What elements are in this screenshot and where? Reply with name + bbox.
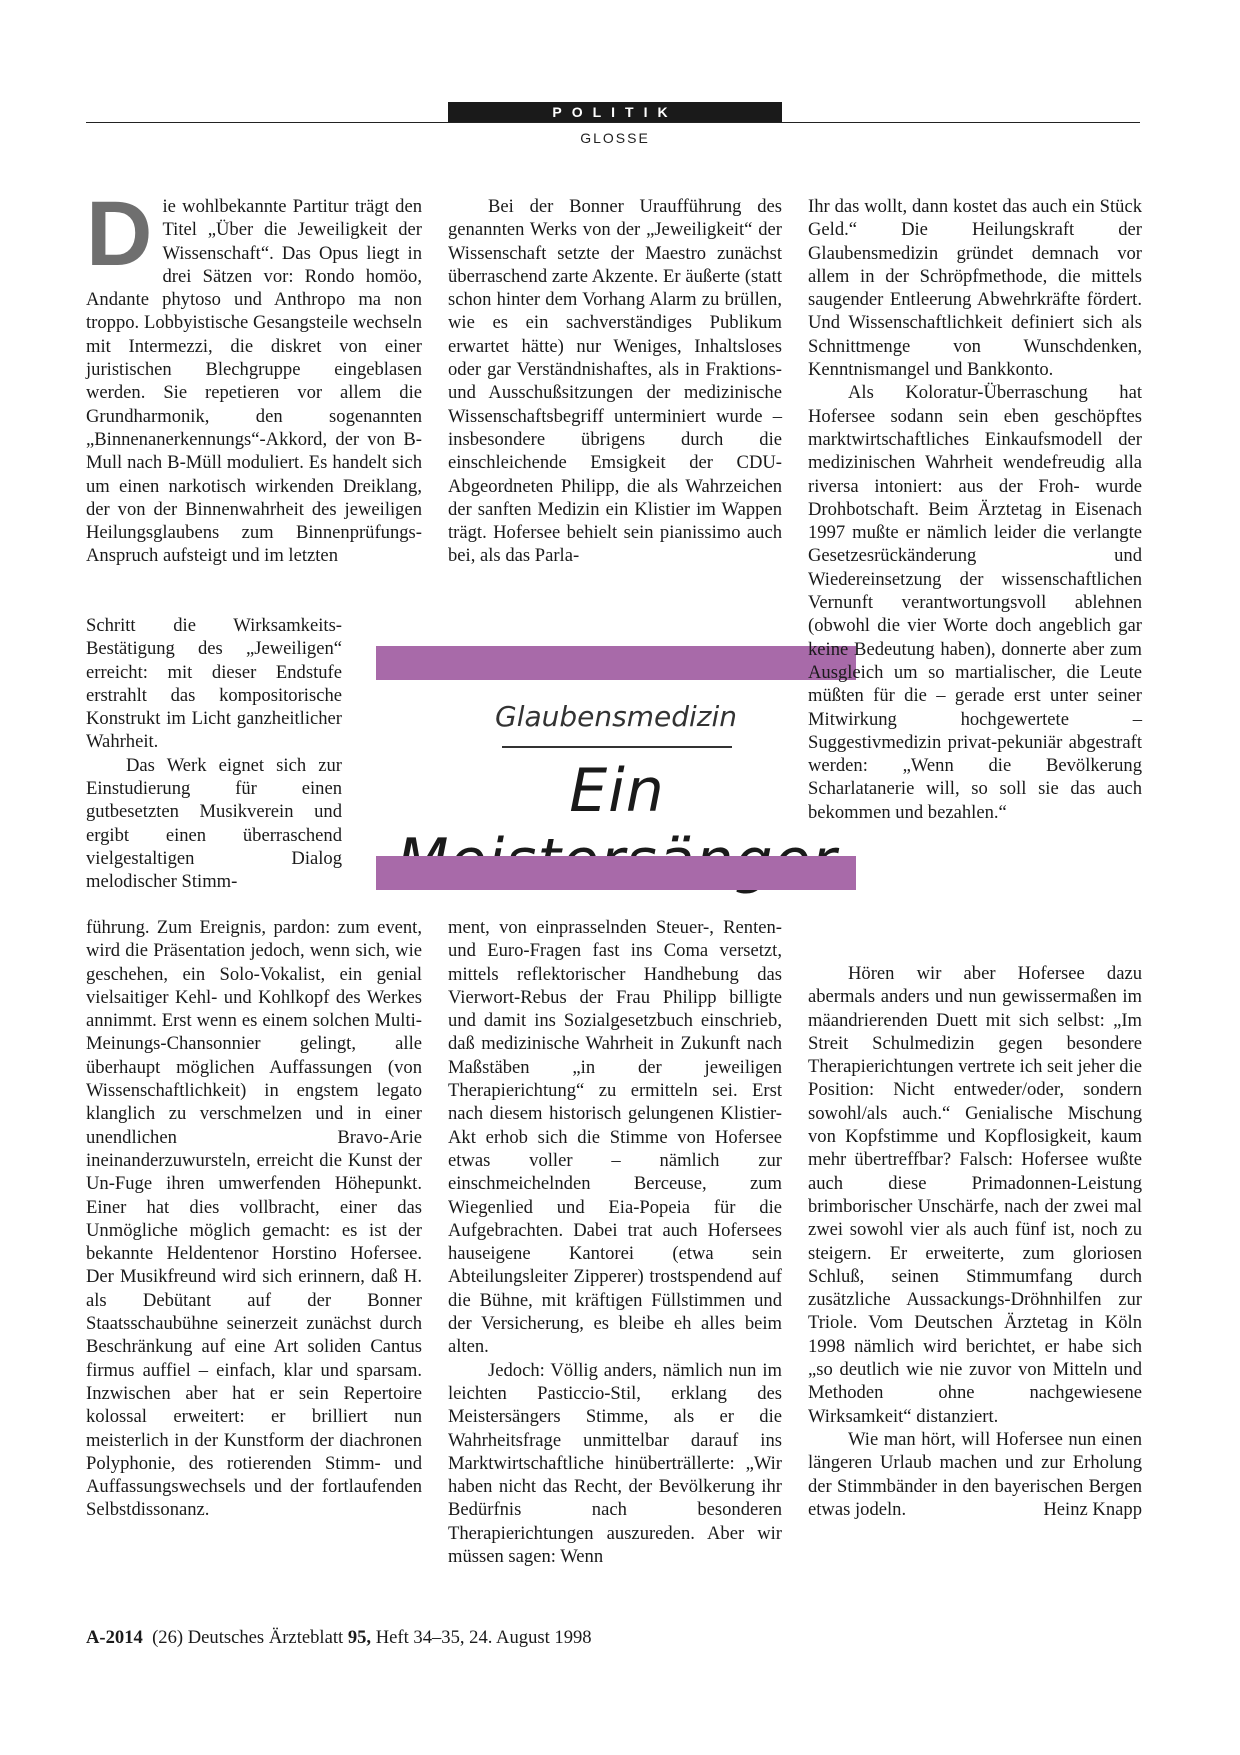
paragraph-text: ie wohlbekannte Partitur trägt den Titel „Über die Jeweiligkeit der Wissenschaft“. Das Opus liegt in drei Sätzen vor: Rondo homöo, Andante phytoso und Anthropo ma non troppo. Lobbyistische Gesangsteile wechseln mit Intermezzi, die diskret von einer juristischen Blechgruppe eingeblasen werden. Sie repetieren vor allem die Grundharmonik, den sogenannten „Binnenanerkennungs“-Akkord, der von B-Mull nach B-Müll moduliert. Es handelt sich um einen narkotisch wirkenden Dreiklang, der von der Binnenwahrheit des jeweiligen Heilungsglaubens zum Binnenprüfungs-Anspruch aufsteigt und im letzten: [86, 196, 422, 567]
article-paragraph: Bei der Bonner Uraufführung des genannten Werks von der „Jeweiligkeit“ der Wissenschaft setzte der Maestro zunächst überraschend zarte Akzente. Er äußerte (statt schon hinter dem Vorhang Alarm zu brüllen, wie es ein sachverständiges Publikum erwartet hätte) nur Weniges, Inhaltsloses oder gar Verständnishaftes, als in Fraktions- und Ausschußsitzungen der medizinische Wissenschaftsbegriff unterminiert wurde – insbesondere übrigens durch die einschleichende Emsigkeit der CDU-Abgeordneten Philipp, die als Wahrzeichen der sanften Medizin ein Klistier im Wappen trägt. Hofersee behielt sein pianissimo auch bei, als das Parla-: [448, 196, 782, 567]
article-paragraph: Hören wir aber Hofersee dazu abermals anders und nun gewissermaßen im mäandrierenden Duett mit sich selbst: „Im Streit Schulmedizin gegen besondere Therapierichtungen vertrete ich seit jeher die Position: Nicht entweder/oder, sondern sowohl/als auch.“ Genialische Mischung von Kopfstimme und Kopflosigkeit, kaum mehr übertreffbar? Falsch: Hofersee wußte auch diese Primadonnen-Leistung brimborischer Unschärfe, nach der zwei mal zwei sowohl vier als auch fünf ist, noch zu steigern. Er erweiterte, zum gloriosen Schluß, seinen Stimmumfang durch zusätzliche Aussackungs-Dröhnhilfen zur Triole. Vom Deutschen Ärztetag in Köln 1998 nämlich wird berichtet, er habe sich „so deutlich wie nie zuvor von Mitteln und Methoden ohne nachgewiesene Wirksamkeit“ distanziert.: [808, 963, 1143, 1427]
article-paragraph: führung. Zum Ereignis, pardon: zum event, wird die Präsentation jedoch, wenn sich, wie geschehen, ein Solo-Vokalist, ein genial vielsaitiger Kehl- und Kohlkopf des Werkes annimmt. Erst wenn es einem solchen Multi-Meinungs-Chansonnier gelingt, alle überhaupt möglichen Auffassungen (von Wissenschaftlichkeit) in engstem legato klanglich zu verschmelzen und in einer unendlichen Bravo-Arie ineinanderzuwursteln, erreicht die Kunst der Un-Fuge ihren umwerfenden Höhepunkt. Einer hat dies vollbracht, einer das Unmögliche möglich gemacht: es ist der bekannte Heldentenor Horstino Hofersee. Der Musikfreund wird sich erinnern, daß H. als Debütant auf der Bonner Staatsschaubühne seinerzeit zunächst durch Beschränkung auf eine Art soliden Cantus firmus auffiel – einfach, klar und sparsam. Inzwischen aber hat er sein Repertoire kolossal erweitert: er brilliert nun meisterlich in der Kunstform der diachronen Polyphonie, des rotierenden Stimm- und Auffassungswechsels und der fortlaufenden Selbstdissonanz.: [86, 917, 422, 1521]
page-number: (26): [152, 1627, 184, 1648]
article-column-1-top: [86, 183, 422, 568]
article-paragraph: Ihr das wollt, dann kostet das auch ein Stück Geld.“ Die Heilungskraft der Glaubensmedizin gründet demnach vor allem in der Schröpfmethode, die mittels saugender Entleerung Abwehrkräfte fördert. Und Wissenschaftlichkeit definiert sich als Schnittmenge von Wunschdenken, Kenntnismangel und Bankkonto.: [808, 196, 1142, 381]
article-column-3-bottom: [808, 962, 1142, 1521]
drop-cap: D: [86, 183, 153, 285]
kicker-underline: [502, 746, 732, 748]
title-bar-bottom: [376, 856, 856, 890]
article-paragraph: ment, von einprasselnden Steuer-, Renten- und Euro-Fragen fast ins Coma versetzt, mittels reflektorischer Handhebung das Vierwort-Rebus der Frau Philipp billigte und damit ins Sozialgesetzbuch einschrieb, daß medizinische Wahrheit in Zukunft nach Maßstäben „in der jeweiligen Therapierichtung“ zu ermitteln sei. Erst nach diesem historisch gelungenen Klistier-Akt erhob sich die Stimme von Hofersee etwas voller – nämlich zur einschmeichelnden Berceuse, zum Wiegenlied und Eia-Popeia für die Aufgebrachten. Dabei trat auch Hofersees hauseigene Kantorei (etwa sein Abteilungsleiter Zipperer) trostspendend auf die Bühne, mit kräftigen Füllstimmen und der Versicherung, es bleibe eh alles beim alten.: [448, 917, 782, 1358]
article-column-2-top: [448, 195, 782, 568]
article-kicker: Glaubensmedizin: [495, 700, 737, 733]
author-name: Heinz Knapp: [1043, 1498, 1142, 1520]
article-column-1-bottom: [86, 916, 422, 1522]
publication-name: Deutsches Ärzteblatt: [187, 1627, 344, 1648]
article-column-1-middle: [86, 614, 342, 894]
article-headline: Ein: [569, 756, 665, 826]
title-bar-top: [376, 646, 856, 680]
article-paragraph: [86, 183, 422, 568]
page-footer: [86, 1627, 592, 1649]
subsection-label: GLOSSE: [580, 130, 650, 146]
article-paragraph: [808, 1428, 1142, 1521]
article-column-2-bottom: [448, 916, 782, 1568]
article-paragraph: Jedoch: Völlig anders, nämlich nun im leichten Pasticcio-Stil, erklang des Meistersängers Stimme, als er die Wahrheitsfrage unmittelbar darauf ins Marktwirtschaftliche hinüberträllerte: „Wir haben nicht das Recht, der Bevölkerung ihr Bedürfnis nach besonderen Therapierichtungen auszureden. Aber wir müssen sagen: Wenn: [448, 1359, 782, 1568]
header-rule: [86, 122, 1140, 123]
section-label: POLITIK: [448, 102, 782, 123]
article-column-3-top: [808, 195, 1142, 824]
article-paragraph: Schritt die Wirksamkeits-Bestätigung des „Jeweiligen“ erreicht: mit dieser Endstufe erstrahlt das kompositorische Konstrukt im Licht ganzheitlicher Wahrheit.: [86, 615, 342, 753]
page-id: A-2014: [86, 1627, 143, 1648]
article-paragraph: Das Werk eignet sich zur Einstudierung für einen gutbesetzten Musikverein und ergibt einen überraschend vielgestaltigen Dialog melodischer Stimm-: [86, 754, 342, 893]
paragraph-text: Wie man hört, will Hofersee nun einen längeren Urlaub machen und zur Erholung der Stimmbänder in den bayerischen Bergen etwas jodeln.: [808, 1428, 1142, 1520]
issue-date: Heft 34–35, 24. August 1998: [375, 1627, 592, 1648]
volume-number: 95,: [347, 1627, 372, 1648]
article-paragraph: Als Koloratur-Überraschung hat Hofersee sodann sein eben geschöpftes marktwirtschaftliches Einkaufsmodell der medizinischen Wahrheit wendefreudig alla riversa intoniert: aus der Froh- wurde Drohbotschaft. Beim Ärztetag in Eisenach 1997 mußte er nämlich leider die verlangte Gesetzesrückänderung und Wiedereinsetzung der wissenschaftlichen Vernunft verantwortungsvoll ablehnen (obwohl die vier Worte doch angeblich gar keine Bedeutung haben), donnerte aber zum Ausgleich um so martialischer, die Leute müßten für die – gerade erst unter seiner Mitwirkung hochgewertete – Suggestivmedizin privat-pekuniär abgestraft werden: „Wenn die Bevölkerung Scharlatanerie will, so soll sie das auch bekommen und bezahlen.“: [808, 382, 1142, 823]
